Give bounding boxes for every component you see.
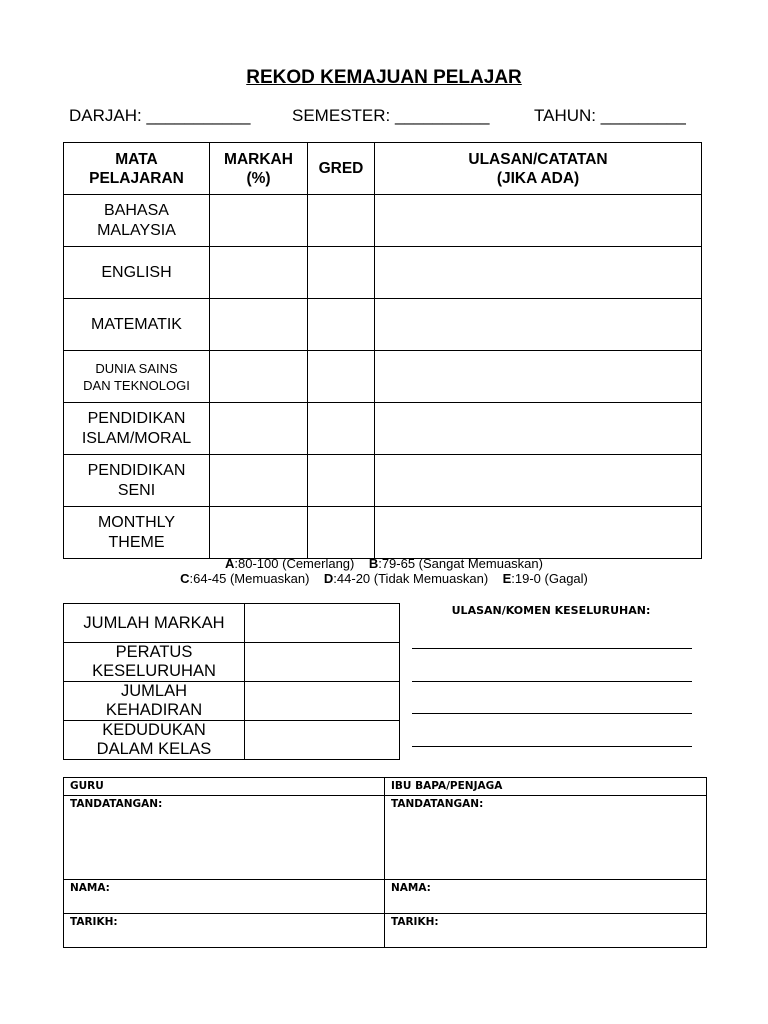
summary-value-cell[interactable] [245, 604, 400, 643]
comment-line[interactable] [412, 713, 692, 714]
summary-label-overall-percentage: PERATUS KESELURUHAN [64, 643, 245, 682]
column-header-notes: ULASAN/CATATAN (JIKA ADA) [375, 143, 702, 195]
table-row [64, 299, 702, 351]
parent-signature-field[interactable]: TANDATANGAN: [385, 796, 707, 880]
grade-cell[interactable] [308, 507, 375, 559]
notes-cell[interactable] [375, 403, 702, 455]
table-row [64, 195, 702, 247]
grade-cell[interactable] [308, 299, 375, 351]
parent-name-field[interactable]: NAMA: [385, 880, 707, 914]
marks-cell[interactable] [210, 351, 308, 403]
notes-cell[interactable] [375, 507, 702, 559]
notes-cell[interactable] [375, 351, 702, 403]
marks-cell[interactable] [210, 195, 308, 247]
subjects-table [63, 142, 702, 559]
darjah-field[interactable]: DARJAH: ___________ [69, 106, 251, 125]
grade-cell[interactable] [308, 247, 375, 299]
parent-date-field[interactable]: TARIKH: [385, 914, 707, 948]
notes-cell[interactable] [375, 299, 702, 351]
summary-value-cell[interactable] [245, 721, 400, 760]
marks-cell[interactable] [210, 455, 308, 507]
column-header-grade: GRED [308, 143, 375, 195]
table-row [64, 604, 400, 643]
comment-line[interactable] [412, 746, 692, 747]
overall-comments-title: ULASAN/KOMEN KESELURUHAN: [451, 604, 651, 617]
teacher-signature-field[interactable]: TANDATANGAN: [64, 796, 385, 880]
notes-cell[interactable] [375, 195, 702, 247]
summary-label-attendance: JUMLAH KEHADIRAN [64, 682, 245, 721]
summary-label-total-marks: JUMLAH MARKAH [64, 604, 245, 643]
marks-cell[interactable] [210, 507, 308, 559]
table-row [64, 403, 702, 455]
grade-cell[interactable] [308, 455, 375, 507]
comment-line[interactable] [412, 681, 692, 682]
marks-cell[interactable] [210, 299, 308, 351]
grade-legend-line-2: C:64-45 (Memuaskan) D:44-20 (Tidak Memuaskan) E:19-0 (Gagal) [180, 571, 588, 586]
subject-name: DUNIA SAINS DAN TEKNOLOGI [64, 351, 210, 403]
notes-cell[interactable] [375, 455, 702, 507]
tahun-field[interactable]: TAHUN: _________ [534, 106, 686, 125]
marks-cell[interactable] [210, 247, 308, 299]
table-row [64, 643, 400, 682]
table-row [64, 455, 702, 507]
signature-table [63, 777, 707, 948]
summary-value-cell[interactable] [245, 643, 400, 682]
table-row [64, 778, 707, 796]
table-row [64, 880, 707, 914]
table-row [64, 796, 707, 880]
subject-name: PENDIDIKAN ISLAM/MORAL [64, 403, 210, 455]
grade-cell[interactable] [308, 403, 375, 455]
teacher-name-field[interactable]: NAMA: [64, 880, 385, 914]
table-row [64, 247, 702, 299]
grade-cell[interactable] [308, 351, 375, 403]
table-header-row [64, 143, 702, 195]
subject-name: PENDIDIKAN SENI [64, 455, 210, 507]
notes-cell[interactable] [375, 247, 702, 299]
table-row [64, 682, 400, 721]
semester-field[interactable]: SEMESTER: __________ [292, 106, 490, 125]
teacher-date-field[interactable]: TARIKH: [64, 914, 385, 948]
table-row [64, 507, 702, 559]
grade-legend-line-1: A:80-100 (Cemerlang) B:79-65 (Sangat Memuaskan) [225, 556, 543, 571]
table-row [64, 914, 707, 948]
summary-table [63, 603, 400, 760]
subject-name: BAHASA MALAYSIA [64, 195, 210, 247]
comment-line[interactable] [412, 648, 692, 649]
table-row [64, 721, 400, 760]
subject-name: MONTHLY THEME [64, 507, 210, 559]
parent-header: IBU BAPA/PENJAGA [385, 778, 707, 796]
marks-cell[interactable] [210, 403, 308, 455]
column-header-subject: MATA PELAJARAN [64, 143, 210, 195]
teacher-header: GURU [64, 778, 385, 796]
subject-name: ENGLISH [64, 247, 210, 299]
subject-name: MATEMATIK [64, 299, 210, 351]
summary-label-class-position: KEDUDUKAN DALAM KELAS [64, 721, 245, 760]
column-header-marks: MARKAH (%) [210, 143, 308, 195]
page-title: REKOD KEMAJUAN PELAJAR [246, 67, 522, 88]
grade-cell[interactable] [308, 195, 375, 247]
table-row [64, 351, 702, 403]
summary-value-cell[interactable] [245, 682, 400, 721]
